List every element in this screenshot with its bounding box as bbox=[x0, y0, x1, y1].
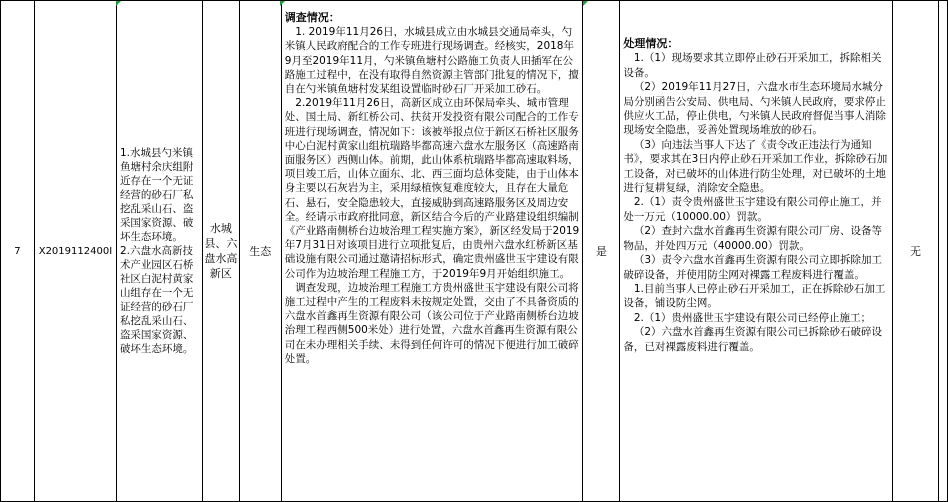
handling-paragraph: （3）向违法当事人下达了《责令改正违法行为通知书》，要求其在3日内停止砂石开采加工作业，拆除砂石加工设备，对已破坏的山体进行防尘处理，对已破坏的土地进行复耕复绿，消除安全隐患。 bbox=[623, 138, 888, 195]
handling-cell bbox=[620, 1, 893, 502]
handling-paragraph: 2.（1）责令贵州盛世玉宇建设有限公司停止施工，并处一万元（10000.00）罚款。 bbox=[623, 196, 882, 223]
handling-paragraph: （2）六盘水首鑫再生资源有限公司已拆除砂石破碎设备，已对裸露废料进行覆盖。 bbox=[623, 326, 883, 353]
investigation-paragraph: 调查发现，边坡治理工程施工方贵州盛世玉宇建设有限公司将施工过程中产生的工程废料未按规定处置，交由了不具备资质的六盘水首鑫再生资源有限公司（该公司位于产业路南侧桥台边坡治理工程西侧500米处）进行处置，六盘水首鑫再生资源有限公司在未办理相关手续、未得到任何许可的情况下便进行加工破碎处置。 bbox=[284, 281, 579, 365]
verified-flag: 是 bbox=[595, 244, 607, 258]
handling-heading: 处理情况： bbox=[623, 37, 679, 50]
sequence-cell bbox=[1, 1, 35, 502]
handling-paragraph: （2）2019年11月27日，六盘水市生态环境局水城分局分别函告公安局、供电局、勺米镇人民政府，要求停止供应火工品，停止供电，勺米镇人民政府督促当事人消除现场安全隐患，妥善处置现场堆放的砂石。 bbox=[623, 81, 886, 137]
investigation-paragraph: 2.2019年11月26日，高新区成立由环保局牵头、城市管理处、国土局、新红桥公司、扶贫开发投资有限公司配合的工作专班进行现场调查，情况如下：该被举报点位于新区石桥社区服务中心白泥村黄家山组杭瑞路毕都高速六盘水左服务区（高速路南面服务区）西侧山体。前期，此山体系杭瑞路毕都高速取料场，项目竣工后，山体立面东、北、西三面均总体变陡，由于山体本身主要以石灰岩为主，采用绿植恢复难度较大，且存在大量危石、悬石，安全隐患较大，直接威胁到高速路服务区及周边安全。经请示市政府批同意，新区结合今后的产业路建设组织编制《产业路南侧桥台边坡治理工程实施方案》，新区经发局于2019年7月31日对该项目进行立项批复后，由贵州六盘水红桥新区基础设施有限公司通过邀请招标形式，确定贵州盛世玉宇建设有限公司作为边坡治理工程施工方，于2019年9月开始组织施工。 bbox=[284, 97, 580, 280]
investigation-heading: 调查情况： bbox=[284, 11, 340, 24]
sequence-number: 7 bbox=[14, 245, 21, 257]
trailing-cell bbox=[938, 1, 947, 502]
investigation-cell bbox=[281, 1, 583, 502]
administrative-area: 水城县、六盘水高新区 bbox=[204, 222, 238, 280]
complaint-text: 1.水城县勺米镇鱼塘村余庆组附近存在一个无证经营的砂石厂私挖乱采山石、盗采国家资源、破坏生态环境。 2.六盘水高新技术产业园区石桥社区白泥村黄家山组存在一个无证经营的砂石厂私挖乱采山石、盗采国家资源、破坏生态环境。 bbox=[119, 147, 194, 355]
comment-marker-icon bbox=[280, 1, 285, 6]
case-code: X2019112400I bbox=[38, 245, 113, 257]
complaint-cell bbox=[116, 1, 202, 502]
handling-paragraph: 2.（1）贵州盛世玉宇建设有限公司已经停止施工； bbox=[633, 311, 872, 324]
handling-paragraph: 1.目前当事人已停止砂石开采加工，正在拆除砂石加工设备，铺设防尘网。 bbox=[623, 282, 886, 310]
investigation-paragraph: 1. 2019年11月26日，水城县成立由水城县交通局牵头，勺米镇人民政府配合的工作专班进行现场调查。经核实，2018年9月至2019年11月，勺米镇鱼塘村公路施工负责人田插军在公路施工过程中，在没有取得自然资源主管部门批复的情况下，擅自在勺米镇鱼塘村发某组设置临时砂石厂开采加工砂石。 bbox=[284, 26, 579, 96]
administrative-area-cell bbox=[202, 1, 239, 502]
handling-paragraph: （2）查封六盘水首鑫再生资源有限公司厂房、设备等物品，并处四万元（40000.00）罚款。 bbox=[623, 225, 883, 252]
accountability-cell bbox=[893, 1, 939, 502]
comment-marker-icon bbox=[583, 1, 588, 6]
verified-cell bbox=[583, 1, 620, 502]
handling-paragraph: 1.（1）现场要求其立即停止砂石开采加工，拆除相关设备。 bbox=[623, 52, 882, 79]
table-row bbox=[1, 1, 948, 502]
pollution-type: 生态 bbox=[249, 244, 272, 258]
handling-paragraph: （3）责令六盘水首鑫再生资源有限公司立即拆除加工破碎设备，并使用防尘网对裸露工程废料进行覆盖。 bbox=[623, 254, 883, 281]
comment-marker-icon bbox=[116, 1, 121, 6]
pollution-type-cell bbox=[239, 1, 281, 502]
accountability-value: 无 bbox=[909, 244, 921, 258]
case-code-cell bbox=[34, 1, 116, 502]
